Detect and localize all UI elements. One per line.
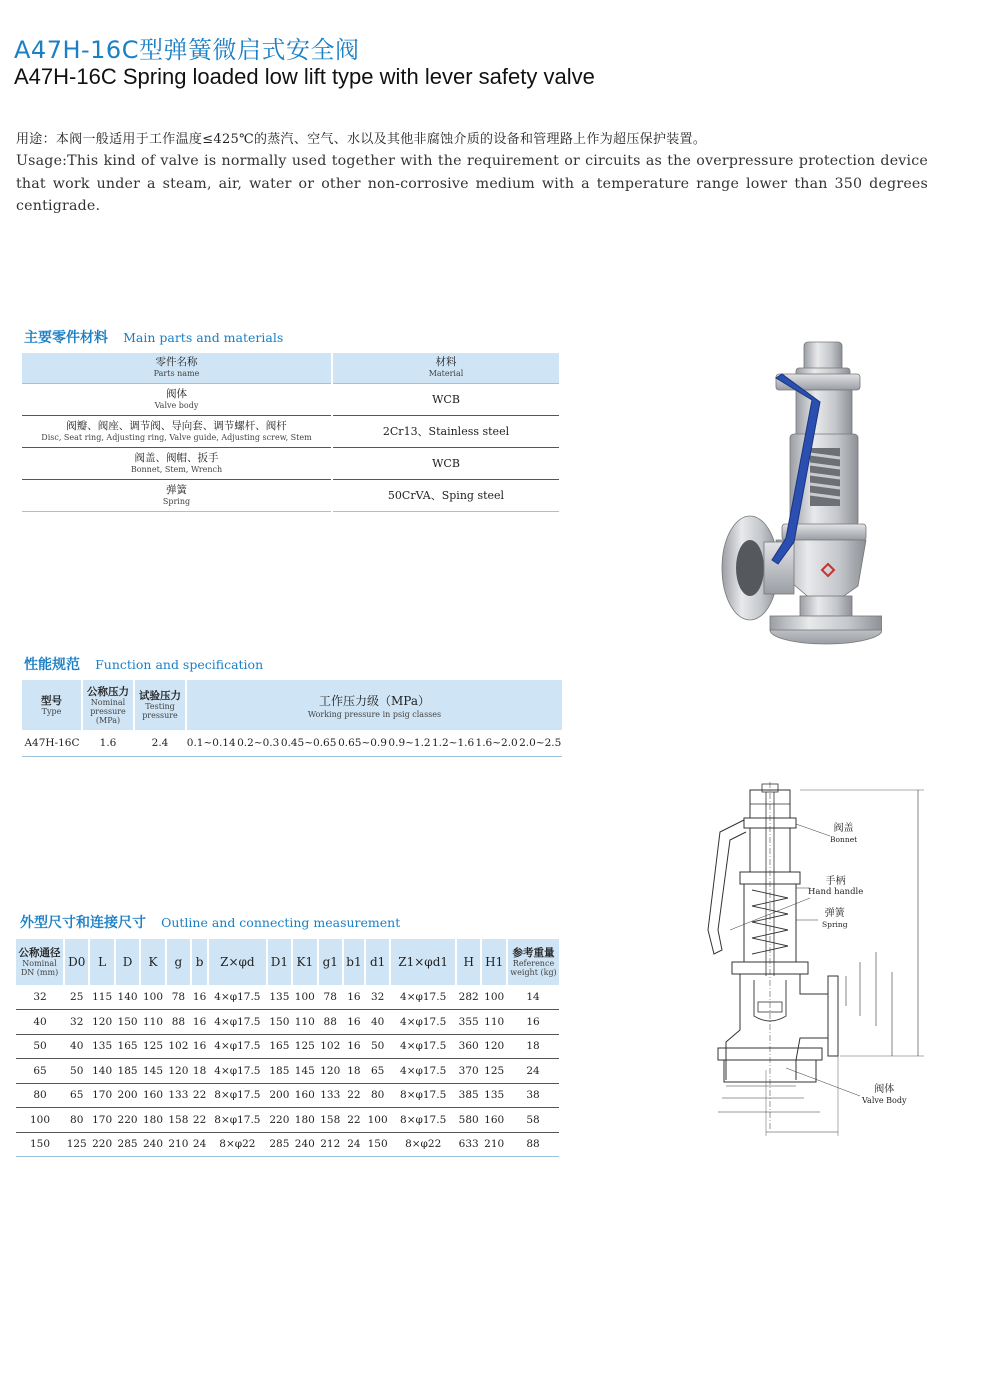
- hand-handle-label: [808, 876, 863, 897]
- dims-dn-cn: 公称通径: [18, 947, 61, 959]
- table-row: [16, 985, 559, 1010]
- parts-col-mat-en: Material: [428, 369, 464, 379]
- dims-cell: 160: [292, 1083, 317, 1108]
- dims-cell: 110: [292, 1010, 317, 1035]
- bonnet-label-en: Bonnet: [830, 835, 858, 844]
- dims-cell: 16: [191, 1034, 208, 1059]
- dims-cell: 110: [481, 1010, 507, 1035]
- dims-cell: 140: [89, 1059, 114, 1084]
- spec-class-value: 0.45~0.65: [280, 730, 337, 756]
- dims-cell: 220: [267, 1108, 292, 1133]
- parts-col-mat-cn: 材料: [435, 356, 457, 369]
- part-material: WCB: [332, 383, 559, 415]
- dims-cell: 65: [64, 1083, 89, 1108]
- dimensions-table: [16, 939, 559, 1157]
- dims-col-d: D: [115, 939, 140, 985]
- dims-cell: 100: [292, 985, 317, 1010]
- part-name-cn: 弹簧: [166, 483, 187, 496]
- dims-cell: 158: [166, 1108, 191, 1133]
- dims-cell: 385: [456, 1083, 481, 1108]
- spring-label: [822, 908, 848, 929]
- dims-cell: 4×φ17.5: [208, 1010, 267, 1035]
- spec-test-en1: Testing: [145, 702, 175, 711]
- part-name-cell: [22, 383, 332, 415]
- part-name-en: Bonnet, Stem, Wrench: [130, 464, 223, 474]
- hand-handle-label-cn: 手柄: [825, 876, 846, 887]
- dims-cell: 22: [191, 1083, 208, 1108]
- dims-dn-en1: Nominal: [22, 959, 57, 968]
- table-row: [16, 1059, 559, 1084]
- dims-cell: 355: [456, 1010, 481, 1035]
- dims-cell: 360: [456, 1034, 481, 1059]
- dims-cell: 145: [140, 1059, 165, 1084]
- dims-cell: 165: [115, 1034, 140, 1059]
- spec-nominal-en2: pressure: [90, 706, 126, 716]
- dims-cell: 40: [16, 1010, 64, 1035]
- page-title-cn: A47H-16C型弹簧微启式安全阀: [14, 36, 360, 64]
- usage-text-cn: 用途：本阀一般适用于工作温度≤425℃的蒸汽、空气、水以及其他非腐蚀介质的设备和管理路上作为超压保护装置。: [16, 132, 707, 147]
- dims-cell: 133: [318, 1083, 343, 1108]
- dims-cell: 32: [64, 1010, 89, 1035]
- part-name-cell: [22, 415, 332, 447]
- dims-header-row: [16, 939, 559, 985]
- dims-cell: 160: [481, 1108, 507, 1133]
- dims-cell: 8×φ22: [208, 1132, 267, 1157]
- spec-col-type: [22, 680, 82, 730]
- dims-cell: 88: [318, 1010, 343, 1035]
- dims-cell: 8×φ17.5: [390, 1108, 456, 1133]
- spec-table: [22, 680, 562, 757]
- parts-col-name-en: Parts name: [153, 369, 200, 379]
- valve-body-label-en: Valve Body: [862, 1096, 907, 1105]
- dims-section-heading: [20, 912, 400, 932]
- spec-class-value: 0.9~1.2: [388, 730, 432, 756]
- valve-body-label-cn: 阀体: [874, 1084, 895, 1095]
- dims-cell: 115: [89, 985, 114, 1010]
- dims-weight-cn: 参考重量: [512, 947, 555, 959]
- dims-cell: 200: [267, 1083, 292, 1108]
- dims-table-body: [16, 985, 559, 1157]
- dims-col-g: g: [166, 939, 191, 985]
- dims-cell: 100: [481, 985, 507, 1010]
- dims-cell: 165: [267, 1034, 292, 1059]
- dims-cell: 14: [507, 985, 559, 1010]
- dims-cell: 102: [166, 1034, 191, 1059]
- parts-header-row: [22, 353, 559, 383]
- dims-cell: 185: [115, 1059, 140, 1084]
- spec-class-value: 2.0~2.5: [518, 730, 562, 756]
- dims-cell: 135: [481, 1083, 507, 1108]
- dims-cell: 8×φ17.5: [208, 1108, 267, 1133]
- dims-cell: 150: [267, 1010, 292, 1035]
- spec-header-row: [22, 680, 562, 730]
- spec-test-value: 2.4: [134, 730, 186, 756]
- table-row: [22, 415, 559, 447]
- dims-cell: 16: [343, 1034, 365, 1059]
- dims-cell: 4×φ17.5: [390, 985, 456, 1010]
- dims-col-zd: Z×φd: [208, 939, 267, 985]
- dims-cell: 100: [365, 1108, 390, 1133]
- part-material: 50CrVA、Sping steel: [332, 479, 559, 511]
- dims-cell: 102: [318, 1034, 343, 1059]
- table-row: [16, 1132, 559, 1157]
- dims-cell: 180: [140, 1108, 165, 1133]
- spec-class-value: 0.65~0.9: [337, 730, 387, 756]
- dims-cell: 80: [16, 1083, 64, 1108]
- dims-cell: 18: [507, 1034, 559, 1059]
- dims-cell: 125: [481, 1059, 507, 1084]
- dims-col-d0: D0: [64, 939, 89, 985]
- dims-cell: 8×φ17.5: [208, 1083, 267, 1108]
- dims-cell: 4×φ17.5: [390, 1010, 456, 1035]
- dims-cell: 125: [64, 1132, 89, 1157]
- dims-cell: 135: [267, 985, 292, 1010]
- dims-cell: 22: [191, 1108, 208, 1133]
- part-name-cn: 阀瓣、阀座、调节阀、导向套、调节螺杆、阀杆: [66, 419, 287, 432]
- dims-cell: 285: [267, 1132, 292, 1157]
- dims-cell: 88: [166, 1010, 191, 1035]
- spec-col-test: [134, 680, 186, 730]
- dims-weight-en2: weight (kg): [510, 968, 557, 977]
- spec-heading-en: Function and specification: [95, 657, 264, 672]
- table-row: [16, 1083, 559, 1108]
- parts-section-heading: [24, 327, 283, 347]
- dims-cell: 170: [89, 1083, 114, 1108]
- dims-col-z1d1: Z1×φd1: [390, 939, 456, 985]
- spec-class-value: 0.1~0.14: [186, 730, 236, 756]
- spec-col-working: [186, 680, 562, 730]
- dims-cell: 150: [365, 1132, 390, 1157]
- dims-cell: 24: [507, 1059, 559, 1084]
- part-name-cn: 阀盖、阀帽、扳手: [134, 451, 219, 464]
- bonnet-label: [830, 823, 857, 844]
- table-row: [16, 1034, 559, 1059]
- dims-cell: 40: [365, 1010, 390, 1035]
- dims-cell: 220: [89, 1132, 114, 1157]
- dims-cell: 4×φ17.5: [390, 1034, 456, 1059]
- dims-cell: 18: [343, 1059, 365, 1084]
- dims-cell: 580: [456, 1108, 481, 1133]
- dims-col-k1: K1: [292, 939, 317, 985]
- dims-col-g1: g1: [318, 939, 343, 985]
- dims-cell: 212: [318, 1132, 343, 1157]
- spec-test-cn: 试验压力: [139, 690, 181, 702]
- dims-cell: 4×φ17.5: [208, 1059, 267, 1084]
- dims-cell: 120: [89, 1010, 114, 1035]
- spec-class-value: 1.2~1.6: [431, 730, 475, 756]
- dims-cell: 4×φ17.5: [208, 985, 267, 1010]
- table-row: [22, 479, 559, 511]
- part-material: WCB: [332, 447, 559, 479]
- dims-cell: 125: [292, 1034, 317, 1059]
- dims-cell: 140: [115, 985, 140, 1010]
- dims-cell: 16: [343, 1010, 365, 1035]
- part-material: 2Cr13、Stainless steel: [332, 415, 559, 447]
- dims-cell: 78: [318, 985, 343, 1010]
- dims-cell: 185: [267, 1059, 292, 1084]
- dims-cell: 125: [140, 1034, 165, 1059]
- parts-table: [22, 353, 559, 512]
- dims-cell: 200: [115, 1083, 140, 1108]
- dims-cell: 32: [365, 985, 390, 1010]
- dims-col-weight: [507, 939, 559, 985]
- bonnet-label-cn: 阀盖: [833, 823, 854, 834]
- dims-cell: 160: [140, 1083, 165, 1108]
- dims-cell: 22: [343, 1108, 365, 1133]
- usage-text-en: Usage:This kind of valve is normally used together with the requirement or circuits as the overpressure protection device that work under a steam, air, water or other non-corrosive medium with a temperature range lower than 350 degrees centigrade.: [16, 153, 928, 214]
- spec-type-value: A47H-16C: [22, 730, 82, 756]
- dims-cell: 240: [292, 1132, 317, 1157]
- dims-col-b1: b1: [343, 939, 365, 985]
- dims-cell: 150: [115, 1010, 140, 1035]
- dims-cell: 38: [507, 1083, 559, 1108]
- dims-cell: 8×φ22: [390, 1132, 456, 1157]
- dims-cell: 120: [481, 1034, 507, 1059]
- table-row: [22, 730, 562, 756]
- spec-class-value: 0.2~0.3: [236, 730, 280, 756]
- dims-cell: 58: [507, 1108, 559, 1133]
- spec-working-en: Working pressure in psig classes: [307, 709, 442, 719]
- dims-cell: 210: [481, 1132, 507, 1157]
- page-title-en: A47H-16C Spring loaded low lift type with lever safety valve: [14, 64, 595, 89]
- dims-cell: 18: [191, 1059, 208, 1084]
- dims-cell: 285: [115, 1132, 140, 1157]
- part-name-cn: 阀体: [166, 387, 187, 400]
- dims-cell: 8×φ17.5: [390, 1083, 456, 1108]
- dims-col-d1: D1: [267, 939, 292, 985]
- dims-heading-cn: 外型尺寸和连接尺寸: [20, 915, 146, 931]
- dims-cell: 22: [343, 1083, 365, 1108]
- dims-col-k: K: [140, 939, 165, 985]
- hand-handle-label-en: Hand handle: [808, 887, 864, 897]
- dims-col-h1: H1: [481, 939, 507, 985]
- dims-cell: 24: [191, 1132, 208, 1157]
- spec-section-heading: [24, 654, 263, 674]
- dims-col-l: L: [89, 939, 114, 985]
- parts-heading-en: Main parts and materials: [123, 330, 284, 345]
- dims-cell: 32: [16, 985, 64, 1010]
- spring-label-cn: 弹簧: [824, 908, 845, 919]
- dims-cell: 110: [140, 1010, 165, 1035]
- spec-class-value: 1.6~2.0: [475, 730, 519, 756]
- dims-cell: 25: [64, 985, 89, 1010]
- dims-cell: 180: [292, 1108, 317, 1133]
- dims-cell: 150: [16, 1132, 64, 1157]
- dims-cell: 4×φ17.5: [390, 1059, 456, 1084]
- parts-col-name-cn: 零件名称: [155, 356, 198, 369]
- spec-nominal-cn: 公称压力: [87, 685, 129, 698]
- dims-cell: 282: [456, 985, 481, 1010]
- valve-body-label: [862, 1084, 907, 1105]
- dims-heading-en: Outline and connecting measurement: [161, 915, 401, 930]
- dims-cell: 16: [343, 985, 365, 1010]
- dims-cell: 120: [166, 1059, 191, 1084]
- dims-cell: 240: [140, 1132, 165, 1157]
- dims-cell: 16: [191, 985, 208, 1010]
- dims-col-d1-small: d1: [365, 939, 390, 985]
- dims-dn-en2: DN (mm): [20, 968, 59, 977]
- dims-col-b: b: [191, 939, 208, 985]
- dims-cell: 135: [89, 1034, 114, 1059]
- parts-heading-cn: 主要零件材料: [24, 330, 108, 346]
- dims-weight-en1: Reference: [512, 959, 555, 968]
- dims-col-h: H: [456, 939, 481, 985]
- parts-col-name: [22, 353, 332, 383]
- table-row: [22, 383, 559, 415]
- part-name-en: Valve body: [154, 400, 199, 410]
- dims-cell: 16: [507, 1010, 559, 1035]
- dims-cell: 40: [64, 1034, 89, 1059]
- spec-nominal-value: 1.6: [82, 730, 134, 756]
- dims-cell: 16: [191, 1010, 208, 1035]
- valve-photo: [716, 338, 882, 650]
- dims-cell: 24: [343, 1132, 365, 1157]
- dims-cell: 145: [292, 1059, 317, 1084]
- dims-cell: 78: [166, 985, 191, 1010]
- dims-cell: 50: [16, 1034, 64, 1059]
- spec-test-en2: pressure: [142, 711, 178, 720]
- dims-cell: 100: [140, 985, 165, 1010]
- table-row: [16, 1108, 559, 1133]
- dims-cell: 4×φ17.5: [208, 1034, 267, 1059]
- dims-cell: 120: [318, 1059, 343, 1084]
- spec-type-cn: 型号: [41, 694, 62, 707]
- dims-cell: 158: [318, 1108, 343, 1133]
- table-row: [16, 1010, 559, 1035]
- spec-working-cn: 工作压力级（MPa）: [319, 693, 430, 708]
- dims-cell: 210: [166, 1132, 191, 1157]
- spec-nominal-en3: (MPa): [95, 715, 121, 725]
- part-name-en: Disc, Seat ring, Adjusting ring, Valve guide, Adjusting screw, Stem: [41, 432, 312, 442]
- dims-cell: 100: [16, 1108, 64, 1133]
- parts-col-material: [332, 353, 559, 383]
- dims-cell: 80: [365, 1083, 390, 1108]
- spec-nominal-en1: Nominal: [90, 697, 126, 707]
- dims-cell: 88: [507, 1132, 559, 1157]
- dims-cell: 220: [115, 1108, 140, 1133]
- part-name-cell: [22, 479, 332, 511]
- part-name-cell: [22, 447, 332, 479]
- table-row: [22, 447, 559, 479]
- dims-cell: 133: [166, 1083, 191, 1108]
- dims-cell: 65: [16, 1059, 64, 1084]
- spec-heading-cn: 性能规范: [24, 657, 80, 673]
- dims-cell: 633: [456, 1132, 481, 1157]
- dims-col-dn: [16, 939, 64, 985]
- dims-cell: 170: [89, 1108, 114, 1133]
- spec-col-nominal: [82, 680, 134, 730]
- spec-type-en: Type: [41, 706, 62, 716]
- dims-cell: 65: [365, 1059, 390, 1084]
- dims-cell: 50: [64, 1059, 89, 1084]
- dims-cell: 50: [365, 1034, 390, 1059]
- spring-label-en: Spring: [822, 920, 848, 929]
- dims-cell: 370: [456, 1059, 481, 1084]
- part-name-en: Spring: [162, 496, 191, 506]
- dims-cell: 80: [64, 1108, 89, 1133]
